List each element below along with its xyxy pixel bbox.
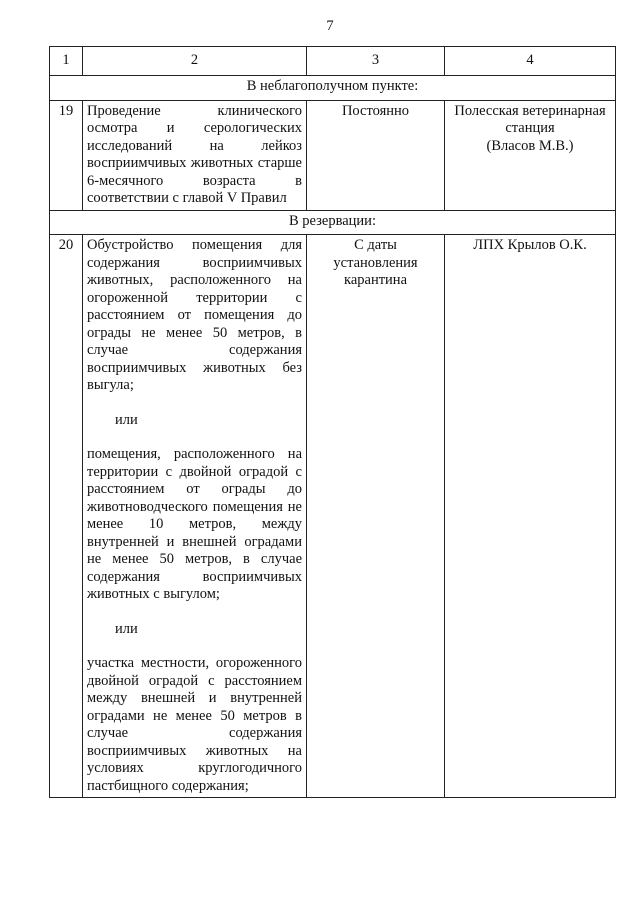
measure-paragraph-2: помещения, расположенного на территории с двойной оградой с расстоянием от ограды до животноводческого помещения не менее 10 метров, между внутренней и внешней оградами не менее 50 метров, в случае содержания восприимчивых животных с выгулом; [87, 446, 302, 602]
section-title-reservation: В резервации: [50, 210, 616, 235]
header-col-1: 1 [50, 47, 83, 76]
row-number: 20 [50, 235, 83, 798]
or-separator-1: или [115, 411, 138, 428]
section-row-outbreak [50, 76, 616, 101]
responsible-org: Полесская ветеринарная станция [454, 102, 606, 136]
measure-cell [83, 235, 307, 798]
term-cell: Постоянно [307, 100, 445, 210]
responsible-cell [445, 100, 616, 210]
header-col-3: 3 [307, 47, 445, 76]
header-col-4: 4 [445, 47, 616, 76]
responsible-cell: ЛПХ Крылов О.К. [445, 235, 616, 798]
measures-table [49, 46, 616, 798]
section-title-outbreak: В неблагополучном пункте: [50, 76, 616, 101]
or-separator-2: или [115, 620, 138, 637]
section-row-reservation [50, 210, 616, 235]
table-row-19 [50, 100, 616, 210]
measure-paragraph-3: участка местности, огороженного двойной оградой с расстоянием между внешней и внутренней оградами не менее 50 метров в случае содержания восприимчивых животных на условиях круглогодичного пастбищного содержания; [87, 655, 302, 794]
term-cell: С даты установления карантина [307, 235, 445, 798]
table-row-20 [50, 235, 616, 798]
page-number: 7 [326, 18, 334, 34]
row-number: 19 [50, 100, 83, 210]
measure-paragraph-1: Обустройство помещения для содержания восприимчивых животных, расположенного на огороженной территории с расстоянием от помещения до ограды не менее 50 метров, в случае содержания восприимчивых животных без выгула; [87, 237, 302, 393]
header-row [50, 47, 616, 76]
measure-text: Проведение клинического осмотра и серологических исследований на лейкоз восприимчивых животных старше 6-месячного возраста в соответствии с главой V Правил [83, 100, 307, 210]
header-col-2: 2 [83, 47, 307, 76]
responsible-person: (Власов М.В.) [486, 137, 574, 154]
